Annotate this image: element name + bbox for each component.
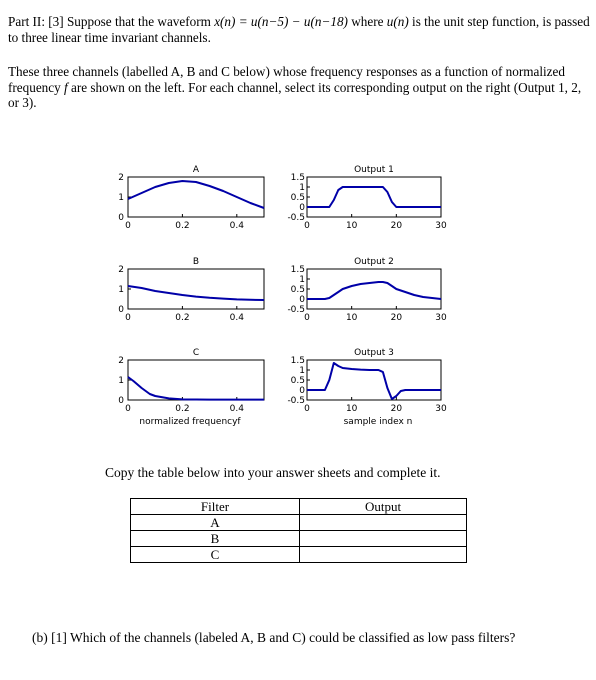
y-tick-label: 1 xyxy=(299,275,305,285)
x-tick-label: 10 xyxy=(345,221,358,231)
x-tick-label: 0.2 xyxy=(175,313,190,323)
y-tick-label: 0 xyxy=(118,396,124,406)
waveform-formula: x(n) = u(n−5) − u(n−18) xyxy=(214,14,348,29)
x-tick-label: 0 xyxy=(125,221,131,231)
series-line xyxy=(128,181,264,208)
panel-title: C xyxy=(192,348,200,358)
y-tick-label: 2 xyxy=(118,173,124,183)
header-output: Output xyxy=(300,499,467,515)
series-line xyxy=(307,282,441,299)
series-line xyxy=(128,377,264,400)
y-tick-label: 1 xyxy=(118,193,124,203)
y-tick-label: 1 xyxy=(118,285,124,295)
part-label: Part II: [3] Suppose that the waveform xyxy=(8,14,215,29)
unit-step-symbol: u(n) xyxy=(386,14,409,29)
panel-title: A xyxy=(192,165,200,175)
row-output xyxy=(300,547,467,563)
x-tick-label: 0 xyxy=(125,404,131,414)
panel-title: B xyxy=(192,257,200,267)
y-tick-label: 0.5 xyxy=(290,285,305,295)
panel-output-1 xyxy=(287,165,447,231)
plot-frame xyxy=(307,177,441,217)
y-tick-label: 0.5 xyxy=(290,193,305,203)
x-tick-label: 0 xyxy=(304,404,310,414)
y-tick-label: 0 xyxy=(299,295,305,305)
row-filter: B xyxy=(131,531,300,547)
y-tick-label: 2 xyxy=(118,265,124,275)
series-line xyxy=(307,187,441,207)
table-row xyxy=(131,547,467,563)
row-filter: A xyxy=(131,515,300,531)
y-tick-label: 1.5 xyxy=(290,265,305,275)
desc-part-a: These three channels (labelled A, B and C below) whose frequency responses as a function of normalized frequency xyxy=(8,64,565,95)
x-tick-label: 0.2 xyxy=(175,404,190,414)
y-tick-label: 0.5 xyxy=(290,376,305,386)
x-tick-label: 20 xyxy=(390,404,403,414)
y-tick-label: 1.5 xyxy=(290,173,305,183)
y-tick-label: 1 xyxy=(299,366,305,376)
text-where: where xyxy=(347,14,387,29)
table-row xyxy=(131,531,467,547)
x-tick-label: 20 xyxy=(390,221,403,231)
y-tick-label: 0 xyxy=(118,213,124,223)
y-tick-label: 2 xyxy=(118,356,124,366)
table-header-row xyxy=(131,499,467,515)
desc-part-b: are shown on the left. For each channel, select its corresponding output on the right (Output 1, 2, or 3). xyxy=(8,79,582,110)
row-output xyxy=(300,531,467,547)
panel-output-2 xyxy=(287,257,447,323)
x-tick-label: 0 xyxy=(125,313,131,323)
y-tick-label: 0 xyxy=(299,203,305,213)
panel-b xyxy=(118,257,264,323)
x-tick-label: 0 xyxy=(304,313,310,323)
x-tick-label: 0 xyxy=(304,221,310,231)
x-tick-label: 0.4 xyxy=(229,221,244,231)
table-instruction: Copy the table below into your answer sheets and complete it. xyxy=(105,465,441,480)
x-tick-label: 30 xyxy=(435,404,447,414)
part-b-question: (b) [1] Which of the channels (labeled A, B and C) could be classified as low pass filters? xyxy=(32,630,516,645)
y-tick-label: 1 xyxy=(299,183,305,193)
panel-c xyxy=(118,348,264,427)
row-output xyxy=(300,515,467,531)
x-axis-label: sample index n xyxy=(343,417,413,427)
plot-frame xyxy=(307,360,441,400)
y-tick-label: 0 xyxy=(118,305,124,315)
panel-title: Output 2 xyxy=(354,257,394,267)
answer-table xyxy=(130,498,467,563)
x-tick-label: 0.4 xyxy=(229,404,244,414)
freq-symbol: f xyxy=(64,79,68,95)
y-tick-label: 1.5 xyxy=(290,356,305,366)
x-tick-label: 20 xyxy=(390,313,403,323)
y-tick-label: 1 xyxy=(118,376,124,386)
x-tick-label: 30 xyxy=(435,313,447,323)
y-tick-label: -0.5 xyxy=(287,213,305,223)
x-tick-label: 30 xyxy=(435,221,447,231)
table-row xyxy=(131,515,467,531)
panel-output-3 xyxy=(287,348,447,427)
x-tick-label: 10 xyxy=(345,313,358,323)
header-filter: Filter xyxy=(131,499,300,515)
x-axis-label: normalized frequencyf xyxy=(139,417,241,427)
intro-rest: is the unit step function, is passed to three linear time invariant channels. xyxy=(8,14,590,45)
x-tick-label: 0.2 xyxy=(175,221,190,231)
plot-frame xyxy=(307,269,441,309)
x-tick-label: 0.4 xyxy=(229,313,244,323)
y-tick-label: 0 xyxy=(299,386,305,396)
panel-a xyxy=(118,165,264,231)
y-tick-label: -0.5 xyxy=(287,396,305,406)
x-tick-label: 10 xyxy=(345,404,358,414)
y-tick-label: -0.5 xyxy=(287,305,305,315)
series-line xyxy=(128,286,264,300)
panel-title: Output 3 xyxy=(354,348,394,358)
panel-title: Output 1 xyxy=(354,165,394,175)
series-line xyxy=(307,363,441,399)
row-filter: C xyxy=(131,547,300,563)
